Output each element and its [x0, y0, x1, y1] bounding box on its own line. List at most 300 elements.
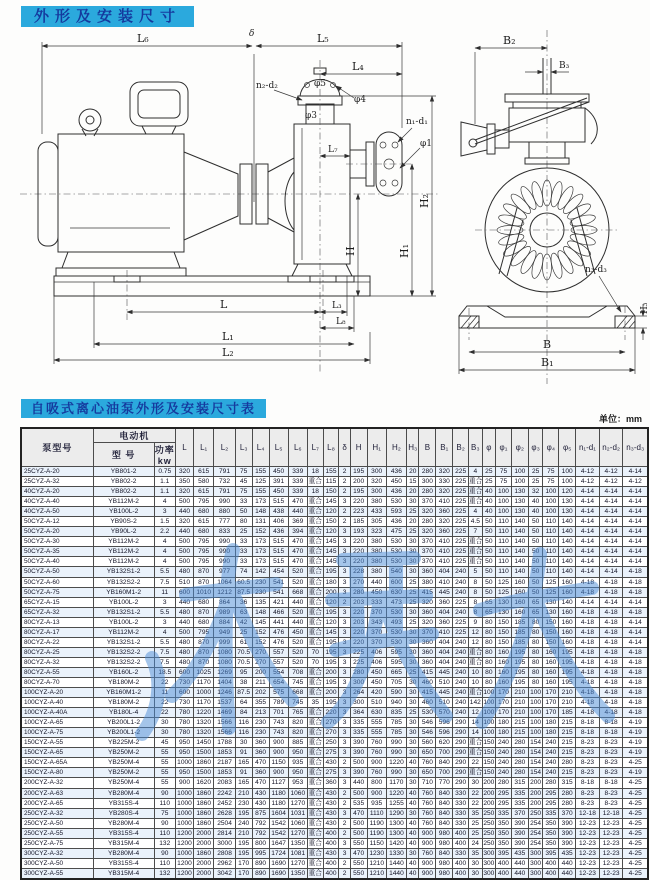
dim-cell: 12-23 [599, 868, 623, 879]
side-view-drawing [2, 24, 448, 396]
dim-cell: 4-18 [599, 657, 623, 667]
dim-cell: 360 [419, 657, 436, 667]
dim-cell: 280 [419, 487, 436, 497]
dim-cell: 480 [175, 657, 193, 667]
dim-cell: 75 [154, 808, 175, 818]
dim-cell: 36 [235, 597, 252, 607]
table-row [21, 798, 648, 808]
dim-cell: 1210 [367, 858, 386, 868]
dim-cell: 160 [496, 667, 512, 677]
dim-cell: 475 [386, 527, 406, 537]
dim-cell: 240 [543, 738, 559, 748]
dim-cell: 8-23 [576, 798, 600, 808]
dim-cell: 195 [323, 647, 339, 657]
dim-cell: 440 [288, 507, 307, 517]
dim-cell: 100 [530, 729, 542, 737]
dim-cell: 400 [453, 868, 469, 879]
dim-cell: 1300 [386, 818, 406, 828]
dim-cell: 780 [175, 728, 193, 738]
dim-cell: 170 [496, 698, 512, 708]
dim-cell: 760 [367, 738, 386, 748]
dim-cell: 440 [175, 597, 193, 607]
dim-cell: 142 [469, 699, 481, 707]
dim-cell: YB112M-2 [93, 627, 154, 637]
dim-cell: 240 [453, 688, 469, 698]
dim-cell: 240 [453, 667, 469, 677]
table-row [21, 527, 648, 537]
dim-cell: 785 [386, 718, 406, 728]
dim-cell: 1542 [269, 818, 288, 828]
dim-cell: 170 [543, 698, 559, 708]
dim-cell: 4-14 [576, 487, 600, 497]
dim-cell: 436 [386, 517, 406, 527]
dim-cell: 重合 [308, 588, 322, 596]
dim-cell: 240 [453, 657, 469, 667]
dim-cell: 30 [154, 718, 175, 728]
dim-cell: 150 [323, 517, 339, 527]
dim-cell: 350 [496, 838, 512, 848]
dim-cell: 990 [214, 537, 235, 547]
dim-cell: 160 [496, 657, 512, 667]
dim-cell: 160 [543, 667, 559, 677]
dim-cell: 8 [469, 587, 483, 597]
dim-cell: 1246 [214, 688, 235, 698]
dim-cell: 510 [175, 577, 193, 587]
pump-model-cell: 50CYZ-A-60 [21, 577, 93, 587]
dim-cell: 2 [339, 507, 350, 517]
dim-cell: 1853 [214, 748, 235, 758]
dim-cell: 270 [252, 647, 269, 657]
dim-cell: 420 [367, 688, 386, 698]
dim-cell: 211 [252, 677, 269, 687]
dim-cell: 743 [269, 718, 288, 728]
dim-cell: 重合 [308, 719, 322, 727]
dim-cell: 1440 [386, 858, 406, 868]
dim-cell: 4-14 [599, 597, 623, 607]
dim-cell: 4-14 [623, 517, 648, 527]
dim-cell: 990 [214, 497, 235, 507]
dim-cell: 791 [214, 487, 235, 497]
dim-cell: 8 [469, 577, 483, 587]
dim-label-l2: L₂ [222, 346, 234, 359]
dim-cell: 4-18 [599, 677, 623, 687]
dim-cell: 500 [350, 828, 367, 838]
dim-cell: 400 [453, 838, 469, 848]
dim-cell: 654 [269, 677, 288, 687]
dim-cell: 1060 [288, 788, 307, 798]
dim-cell: 2000 [194, 828, 214, 838]
dim-cell: 64 [235, 698, 252, 708]
pump-model-cell: 80CYZ-A-55 [21, 667, 93, 677]
dim-cell: 重合 [469, 739, 483, 747]
dim-cell: 885 [288, 738, 307, 748]
dim-cell: 680 [194, 527, 214, 537]
dim-cell: 8 [469, 607, 483, 617]
dim-cell: 240 [453, 677, 469, 687]
dim-cell: 25 [482, 477, 496, 487]
dim-cell: 240 [543, 758, 559, 768]
dim-cell: 770 [436, 778, 453, 788]
dim-cell: 1220 [386, 788, 406, 798]
dim-cell: 990 [214, 547, 235, 557]
pump-model-cell: 250CYZ-A-75 [21, 838, 93, 848]
dim-cell: 480 [175, 637, 193, 647]
dim-cell: 55 [154, 778, 175, 788]
dim-cell: 30 [407, 677, 419, 687]
dim-cell: 148 [252, 607, 269, 617]
dim-cell: YB132S2-2 [93, 577, 154, 587]
dim-cell: 225 [453, 547, 469, 557]
dim-cell: 12-23 [599, 848, 623, 858]
dim-cell: 55 [154, 748, 175, 758]
dim-cell: 30 [407, 748, 419, 758]
dim-label-b3: B₃ [559, 61, 570, 71]
dim-cell: 8-18 [576, 718, 600, 728]
dim-cell: 4-18 [623, 708, 648, 718]
dim-cell: 195 [235, 848, 252, 858]
dim-cell: 900 [419, 838, 436, 848]
pump-model-cell: 40CYZ-A-40 [21, 497, 93, 507]
dim-cell: 430 [323, 798, 339, 808]
dim-cell: 840 [436, 808, 453, 818]
dim-cell: 8-23 [576, 768, 600, 778]
dim-cell: 100 [483, 729, 495, 737]
dim-cell: 50 [235, 507, 252, 517]
table-row [21, 487, 648, 497]
dim-cell: 重合 [308, 809, 322, 817]
dim-cell: 228 [350, 567, 367, 577]
dim-cell: 1860 [194, 798, 214, 808]
pump-model-cell: 65CYZ-A-32 [21, 607, 93, 617]
dim-cell: 4 [154, 557, 175, 567]
dim-cell: 315 [559, 778, 576, 788]
dim-cell: 90 [154, 788, 175, 798]
dim-cell: 4-14 [576, 597, 600, 607]
dim-cell: 185 [511, 637, 528, 647]
dim-cell: 4 [154, 537, 175, 547]
table-body [21, 467, 648, 879]
dim-cell: 1000 [177, 799, 192, 807]
dim-cell: 510 [436, 698, 453, 708]
dim-cell: 949 [214, 627, 235, 637]
dim-cell: 590 [386, 688, 406, 698]
dim-cell: 4-18 [599, 617, 623, 627]
dim-cell: 339 [288, 477, 307, 487]
dim-cell: 950 [175, 768, 193, 778]
table-row [21, 537, 648, 547]
dim-cell: 280 [559, 788, 576, 798]
dim-cell: 335 [350, 728, 367, 738]
dim-cell: YB280S-4 [93, 808, 154, 818]
dim-cell: 130 [543, 607, 559, 617]
dim-cell: 110 [496, 557, 512, 567]
dim-cell: 280 [559, 758, 576, 768]
dim-cell: 470 [288, 547, 307, 557]
dim-cell: 150 [483, 749, 495, 757]
dim-cell: 4-18 [599, 577, 623, 587]
dim-cell: 3 [339, 577, 350, 587]
pump-model-cell: 50CYZ-A-40 [21, 557, 93, 567]
dim-cell: 2504 [214, 818, 235, 828]
dim-cell: 4-14 [599, 567, 623, 577]
dim-cell: 710 [419, 778, 436, 788]
dim-cell: 390 [511, 838, 528, 848]
dim-cell: 120 [323, 507, 339, 517]
col-header: φ₅ [559, 428, 576, 467]
dim-cell: 80 [528, 647, 543, 657]
dim-cell: 480 [175, 647, 193, 657]
dim-cell: 4-18 [623, 657, 648, 667]
dim-cell: 530 [386, 637, 406, 647]
dim-cell: 1450 [194, 738, 214, 748]
dim-cell: YB160M1-2 [93, 688, 154, 698]
dim-cell: 10 [469, 667, 483, 677]
dim-cell: 重合 [469, 488, 483, 496]
dim-cell: 3 [339, 768, 350, 778]
dim-cell: 160 [543, 677, 559, 687]
dim-cell: 410 [436, 537, 453, 547]
dim-cell: 630 [367, 708, 386, 718]
dim-cell: 400 [453, 858, 469, 868]
dim-cell: 131 [252, 517, 269, 527]
dim-cell: 300 [530, 859, 542, 867]
dim-cell: 4-18 [576, 637, 600, 647]
dim-cell: 30 [407, 547, 419, 557]
dim-cell: 4-25 [623, 838, 648, 848]
dim-cell: 760 [419, 798, 436, 808]
dim-cell: 240 [453, 698, 469, 708]
dim-cell: 8-23 [576, 788, 600, 798]
dim-cell: 404 [436, 637, 453, 647]
dim-cell: 75 [235, 487, 252, 497]
dim-cell: 370 [419, 497, 436, 507]
dim-cell: 38 [235, 677, 252, 687]
dim-cell: 833 [214, 527, 235, 537]
dim-cell: 515 [269, 547, 288, 557]
dim-cell: 300 [419, 477, 436, 487]
col-header: L [175, 428, 193, 467]
dim-cell: 295 [543, 788, 559, 798]
dim-cell: 215 [559, 738, 576, 748]
dim-cell: 400 [323, 868, 339, 879]
dim-cell: 155 [323, 467, 339, 477]
dim-cell: 1500 [194, 748, 214, 758]
dim-cell: 148 [252, 507, 269, 517]
dim-cell: 2 [339, 597, 350, 607]
dim-cell: 4-19 [623, 718, 648, 728]
dim-cell: 333 [367, 597, 386, 607]
dim-cell: 870 [194, 657, 214, 667]
dim-cell: 400 [323, 858, 339, 868]
dim-cell: 230 [252, 577, 269, 587]
dim-cell: 100 [483, 699, 495, 707]
pump-model-cell: 200CYZ-A-32 [21, 778, 93, 788]
dim-cell: 42 [235, 617, 252, 627]
dim-label-phi1: φ1 [420, 139, 433, 149]
dim-cell: 75 [496, 477, 512, 487]
dim-cell: 100 [511, 467, 528, 477]
dim-cell: 100 [511, 477, 528, 487]
pump-model-cell: 150CYZ-A-65 [21, 748, 93, 758]
dim-cell: 743 [269, 728, 288, 738]
dim-cell: 4-12 [576, 467, 600, 477]
dim-cell: 530 [386, 497, 406, 507]
dim-cell: 11 [154, 587, 175, 597]
dim-cell: YB180M-2 [93, 698, 154, 708]
col-header: n₁-d₁ [576, 428, 600, 467]
dim-cell: 5.5 [154, 567, 175, 577]
dim-cell: 215 [559, 768, 576, 778]
dim-cell: 2 [339, 868, 350, 879]
dim-cell: 980 [436, 838, 453, 848]
dim-cell: 1330 [386, 848, 406, 858]
dim-cell: 680 [194, 507, 214, 517]
dim-cell: 4-18 [576, 627, 600, 637]
dim-cell: 4-14 [623, 557, 648, 567]
dim-cell: 195 [323, 637, 339, 647]
dim-cell: 115 [323, 477, 339, 487]
dim-cell: 195 [511, 647, 528, 657]
dim-cell: 重合 [469, 769, 483, 777]
dim-cell: 596 [436, 718, 453, 728]
dim-cell: 1269 [214, 667, 235, 677]
dim-cell: 500 [175, 557, 193, 567]
dim-cell: 380 [367, 547, 386, 557]
dimension-lines [42, 29, 436, 364]
dim-cell: 7.5 [154, 647, 175, 657]
dim-cell: 160 [559, 637, 576, 647]
dim-cell: 1064 [214, 577, 235, 587]
motor-side [38, 82, 188, 276]
dim-cell: 4-14 [623, 627, 648, 637]
dim-cell: 4-18 [576, 577, 600, 587]
col-header: H₁ [367, 428, 386, 467]
dim-cell: 50 [482, 537, 496, 547]
dim-cell: 980 [436, 858, 453, 868]
pump-model-cell: 50CYZ-A-35 [21, 547, 93, 557]
dim-cell: 530 [386, 537, 406, 547]
dim-cell: 4-18 [623, 587, 648, 597]
dim-cell: 195 [559, 647, 576, 657]
dim-cell: 2242 [214, 788, 235, 798]
dim-cell: 12-23 [576, 858, 600, 868]
dim-cell: YB132S2-2 [93, 647, 154, 657]
table-row [21, 778, 648, 788]
dim-cell: 22 [469, 758, 483, 768]
dim-cell: 220 [350, 547, 367, 557]
dim-cell: 765 [288, 708, 307, 718]
dim-cell: 870 [194, 567, 214, 577]
dim-cell: 4-18 [576, 587, 600, 597]
dim-cell: 1212 [214, 587, 235, 597]
table-row [21, 718, 648, 728]
dim-cell: 600 [386, 577, 406, 587]
dim-cell: 重合 [308, 819, 322, 827]
dim-cell: 2628 [214, 808, 235, 818]
dim-cell: 35 [307, 698, 323, 708]
dim-cell: 360 [436, 527, 453, 537]
dim-cell: 254 [530, 839, 542, 847]
dim-cell: 25 [469, 818, 483, 828]
dim-cell: 225 [453, 527, 469, 537]
dim-cell: 50 [528, 527, 543, 537]
dim-cell: 280 [511, 768, 528, 778]
dim-cell: 360 [252, 768, 269, 778]
dim-cell: 3 [339, 667, 350, 677]
dim-cell: YB100L-2 [93, 507, 154, 517]
table-row [21, 818, 648, 828]
dim-cell: 800 [367, 778, 386, 788]
table-row [21, 607, 648, 617]
dim-cell: 4-18 [623, 698, 648, 708]
dim-cell: YB180M-2 [93, 677, 154, 687]
dim-cell: 980 [436, 828, 453, 838]
dim-cell: 440 [288, 597, 307, 607]
dim-cell: 100 [530, 699, 542, 707]
pump-model-cell: 25CYZ-A-32 [21, 477, 93, 487]
dim-cell: 270 [252, 657, 269, 667]
dim-cell: 436 [386, 467, 406, 477]
dim-cell: 35 [469, 808, 483, 818]
dim-cell: 280 [559, 798, 576, 808]
dim-cell: 760 [419, 818, 436, 828]
dim-cell: 145 [323, 537, 339, 547]
dim-cell: 708 [288, 667, 307, 677]
dim-cell: 480 [175, 607, 193, 617]
dim-cell: 200 [483, 779, 495, 787]
dim-cell: 520 [288, 567, 307, 577]
dim-cell: 580 [194, 477, 214, 487]
dim-cell: 400 [453, 828, 469, 838]
dim-cell: 335 [543, 808, 559, 818]
dim-cell: 152 [252, 627, 269, 637]
dim-cell: 4-12 [599, 467, 623, 477]
dim-cell: 12-18 [599, 808, 623, 818]
dim-cell: 380 [367, 497, 386, 507]
dim-cell: 80 [482, 677, 496, 687]
dim-cell: 780 [175, 708, 193, 718]
dim-cell: 20 [407, 467, 419, 477]
dim-cell: 5.5 [154, 637, 175, 647]
dim-cell: 4-19 [623, 738, 648, 748]
dim-cell: 400 [543, 858, 559, 868]
dim-cell: 200 [323, 688, 339, 698]
dim-cell: 3 [339, 708, 350, 718]
dim-cell: 225 [453, 507, 469, 517]
dim-cell: 323 [367, 527, 386, 537]
dim-cell: 180 [543, 728, 559, 738]
dim-cell: 600 [175, 587, 193, 597]
table-row [21, 577, 648, 587]
dim-cell: 360 [252, 748, 269, 758]
dim-cell: 240 [496, 768, 512, 778]
dim-cell: 40 [407, 868, 419, 879]
dim-cell: 1320 [194, 728, 214, 738]
dim-cell: 12 [469, 637, 483, 647]
pump-model-cell: 80CYZ-A-22 [21, 637, 93, 647]
dim-cell: 87.5 [235, 587, 252, 597]
dim-cell: 436 [386, 487, 406, 497]
dim-cell: 557 [269, 647, 288, 657]
dim-cell: 789 [269, 698, 288, 708]
dim-cell: 240 [453, 567, 469, 577]
dim-cell: 2 [339, 858, 350, 868]
dim-cell: 223 [350, 507, 367, 517]
dim-cell: 25 [407, 708, 419, 718]
dim-cell: 339 [288, 487, 307, 497]
dim-cell: 225 [453, 597, 469, 607]
dim-cell: 1180 [269, 788, 288, 798]
